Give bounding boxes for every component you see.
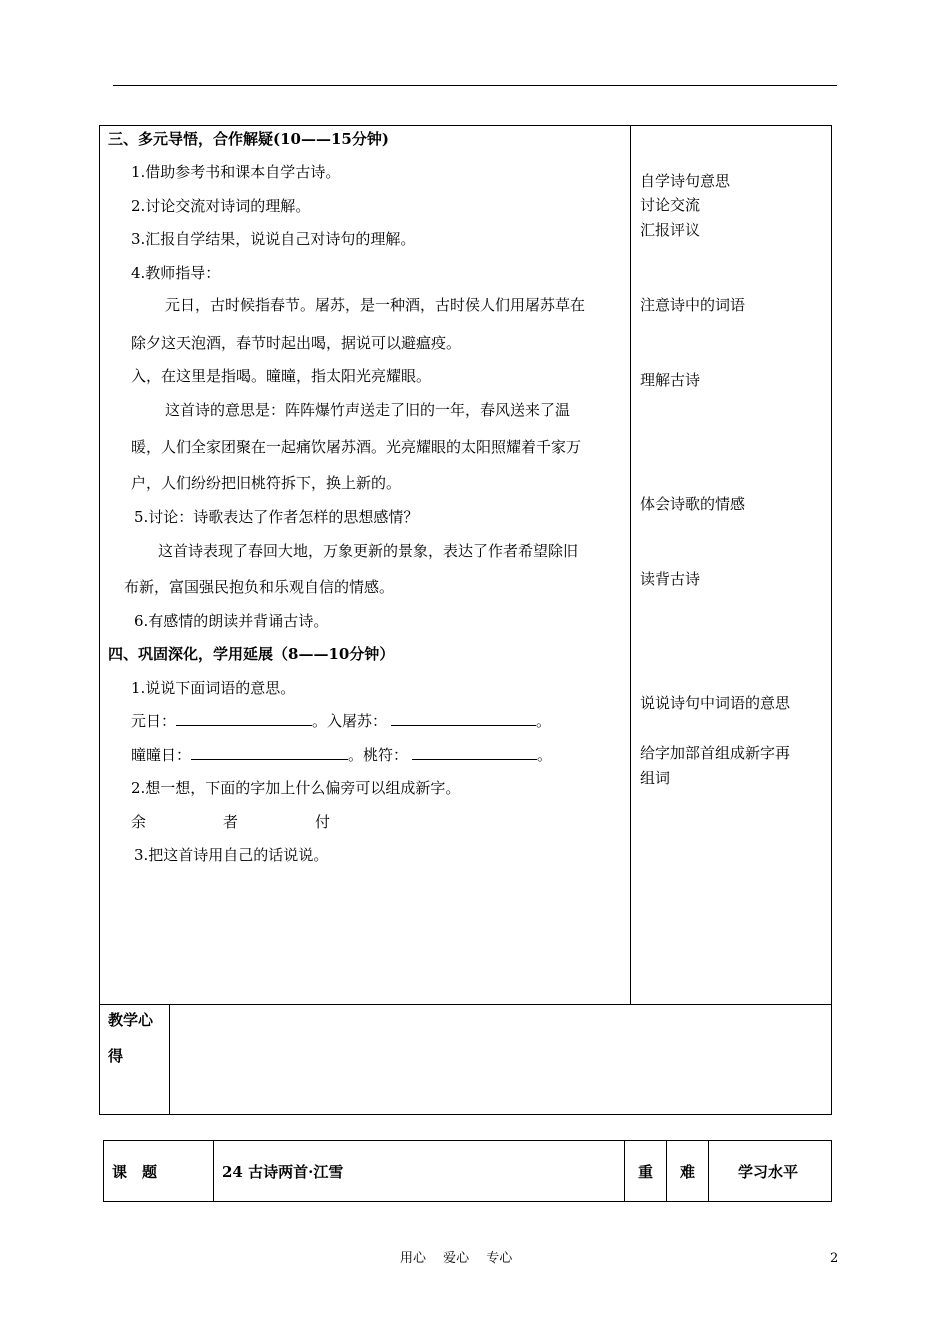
side-note-9-line-2: 组词 (640, 769, 671, 787)
vocab-row-2 (131, 745, 552, 765)
table-top-border (99, 125, 832, 126)
info-table-left (103, 1140, 104, 1202)
side-note-4: 注意诗中的词语 (640, 296, 746, 314)
term-tongtongri-label: 曈曈日： (131, 746, 192, 764)
side-note-1: 自学诗句意思 (640, 172, 731, 190)
section-three-item-5: 5.讨论：诗歌表达了作者怎样的思想感情？ (134, 508, 419, 526)
key-point-label: 重 (638, 1163, 654, 1181)
info-table-div-2 (624, 1140, 625, 1202)
topic-value: 24 古诗两首·江雪 (222, 1163, 344, 1181)
term-taofu-label: 。桃符： (348, 746, 409, 764)
answer-line-1: 这首诗表现了春回大地，万象更新的景象，表达了作者希望除旧 (158, 542, 579, 560)
table-bottom-border (99, 1114, 832, 1115)
side-note-9-line-1: 给字加部首组成新字再 (640, 744, 791, 762)
side-note-2: 讨论交流 (640, 196, 701, 214)
section-four-item-1: 1.说说下面词语的意思。 (131, 679, 296, 697)
reflection-label-line-1: 教学心 (108, 1011, 154, 1029)
meaning-line-3: 户，人们纷纷把旧桃符拆下，换上新的。 (131, 474, 402, 492)
term-tongtongri-blank[interactable] (191, 745, 348, 760)
info-table-right (831, 1140, 832, 1202)
term-yuanri-label: 元日： (131, 712, 177, 730)
info-table-div-3 (666, 1140, 667, 1202)
section-three-item-1: 1.借助参考书和课本自学古诗。 (131, 163, 341, 181)
info-table-div-1 (213, 1140, 214, 1202)
char-zhe: 者 (223, 813, 239, 831)
page-number: 2 (830, 1251, 839, 1266)
section-four-heading: 四、巩固深化，学用延展（8——10分钟） (108, 645, 395, 663)
vocab-row-1 (131, 711, 551, 731)
section-three-heading: 三、多元导悟，合作解疑(10——15分钟) (108, 130, 389, 148)
term-rutusu-end: 。 (536, 712, 552, 730)
section-three-item-2: 2.讨论交流对诗词的理解。 (131, 197, 311, 215)
side-note-7: 读背古诗 (640, 570, 701, 588)
difficulty-label: 难 (680, 1163, 696, 1181)
reflection-label-line-2: 得 (108, 1047, 124, 1065)
topic-label: 课 题 (112, 1163, 158, 1181)
side-note-8: 说说诗句中词语的意思 (640, 694, 791, 712)
table-right-border (831, 125, 832, 1115)
meaning-line-2: 暖，人们全家团聚在一起痛饮屠苏酒。光亮耀眼的太阳照耀着千家万 (131, 438, 582, 456)
footer-motto: 用心 爱心 专心 (400, 1251, 513, 1266)
side-note-5: 理解古诗 (640, 371, 701, 389)
side-note-3: 汇报评议 (640, 221, 701, 239)
answer-line-2: 布新，富国强民抱负和乐观自信的情感。 (124, 578, 395, 596)
term-taofu-blank[interactable] (412, 745, 537, 760)
learning-level-label: 学习水平 (738, 1163, 799, 1181)
table-left-border (99, 125, 100, 1115)
char-fu: 付 (315, 813, 331, 831)
guide-line-1: 元日，古时候指春节。屠苏，是一种酒，古时侯人们用屠苏草在 (165, 296, 586, 314)
section-three-item-6: 6.有感情的朗读并背诵古诗。 (134, 612, 329, 630)
meaning-line-1: 这首诗的意思是：阵阵爆竹声送走了旧的一年，春风送来了温 (165, 401, 571, 419)
term-yuanri-blank[interactable] (176, 711, 312, 726)
term-taofu-end: 。 (537, 746, 553, 764)
side-note-6: 体会诗歌的情感 (640, 495, 746, 513)
header-rule (113, 85, 837, 86)
section-four-item-2: 2.想一想，下面的字加上什么偏旁可以组成新字。 (131, 779, 461, 797)
term-rutusu-label: 。入屠苏： (312, 712, 388, 730)
section-four-item-3: 3.把这首诗用自己的话说说。 (134, 846, 329, 864)
section-three-item-3: 3.汇报自学结果，说说自己对诗句的理解。 (131, 230, 416, 248)
guide-line-3: 入，在这里是指喝。曈曈，指太阳光亮耀眼。 (131, 367, 432, 385)
section-three-item-4: 4.教师指导： (131, 264, 221, 282)
guide-line-2: 除夕这天泡酒，春节时起出喝，据说可以避瘟疫。 (131, 334, 462, 352)
reflection-content-area[interactable] (170, 1005, 831, 1114)
char-yu: 余 (131, 813, 147, 831)
term-rutusu-blank[interactable] (391, 711, 536, 726)
table-column-divider (630, 125, 631, 1005)
info-table-div-4 (708, 1140, 709, 1202)
